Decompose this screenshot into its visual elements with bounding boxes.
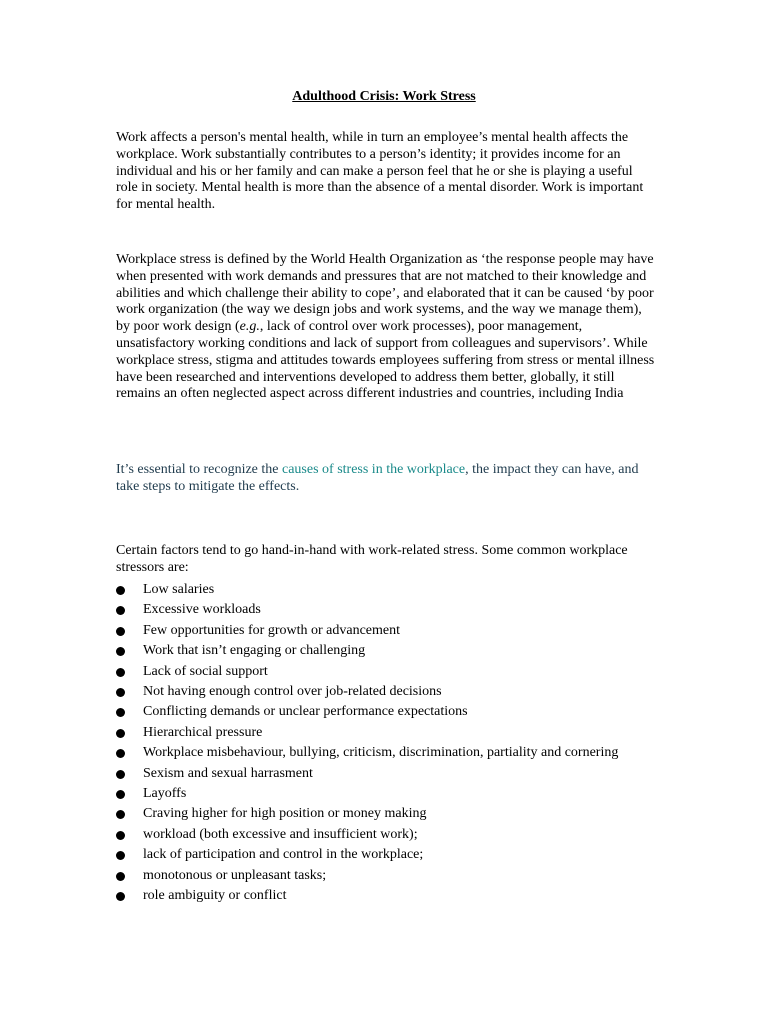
paragraph-workplace-stress-definition	[116, 252, 656, 403]
list-item-text: Hierarchical pressure	[143, 724, 263, 740]
list-item-text: Few opportunities for growth or advancement	[143, 622, 400, 638]
list-item-text: Not having enough control over job-related decisions	[143, 684, 442, 700]
bullet-icon	[116, 647, 125, 656]
stressors-list	[116, 580, 656, 907]
list-item-text: Layoffs	[143, 786, 187, 802]
list-item-text: Lack of social support	[143, 663, 268, 679]
list-item	[116, 866, 656, 886]
list-item-text: workload (both excessive and insufficient work);	[143, 826, 418, 842]
list-item	[116, 825, 656, 845]
paragraph-recognize-causes	[116, 462, 656, 496]
list-item-text: role ambiguity or conflict	[143, 888, 287, 904]
list-item-text: Low salaries	[143, 582, 215, 597]
paragraph-2-text-a: Workplace stress is defined by the World Health Organization as ‘the response people may have when presented with work demands and pressures that are not matched to their knowledge and abilities and which challenge their ability to cope’, and elaborated that it can be caused ‘by poor work organization (the way we design jobs and work systems, and the way we manage them), by poor work design (	[116, 252, 654, 335]
list-item	[116, 621, 656, 641]
list-item-text: Excessive workloads	[143, 602, 261, 618]
bullet-icon	[116, 668, 125, 677]
bullet-icon	[116, 749, 125, 758]
paragraph-2-text-b: , lack of control over work processes), poor management, unsatisfactory working conditions and lack of support from colleagues and supervisors’. While workplace stress, stigma and attitudes towards employees suffering from stress or mental illness have been researched and interventions developed to address them better, globally, it still remains an often neglected aspect across different industries and countries, including India	[116, 319, 655, 402]
list-item-text: Craving higher for high position or money making	[143, 806, 427, 822]
paragraph-2-italic: e.g.	[239, 319, 260, 335]
list-item-text: lack of participation and control in the workplace;	[143, 847, 424, 863]
bullet-icon	[116, 606, 125, 615]
list-item	[116, 662, 656, 682]
document-title: Adulthood Crisis: Work Stress	[292, 89, 476, 104]
list-item	[116, 743, 656, 763]
paragraph-stressors-intro: Certain factors tend to go hand-in-hand with work-related stress. Some common workplace stressors are:	[116, 543, 628, 575]
list-item	[116, 641, 656, 661]
bullet-icon	[116, 770, 125, 779]
list-item	[116, 764, 656, 784]
bullet-icon	[116, 851, 125, 860]
list-item	[116, 845, 656, 865]
list-item-text: Sexism and sexual harrasment	[143, 765, 313, 781]
bullet-icon	[116, 688, 125, 697]
bullet-icon	[116, 831, 125, 840]
paragraph-work-mental-health: Work affects a person's mental health, while in turn an employee’s mental health affects the workplace. Work substantially contributes to a person’s identity; it provides income for an individual and his or her family and can make a person feel that he or she is playing a useful role in society. Mental health is more than the absence of a mental disorder. Work is important for mental health.	[116, 130, 644, 213]
list-item	[116, 723, 656, 743]
bullet-icon	[116, 892, 125, 901]
bullet-icon	[116, 586, 125, 595]
list-item	[116, 702, 656, 722]
bullet-icon	[116, 729, 125, 738]
bullet-icon	[116, 790, 125, 799]
list-item	[116, 682, 656, 702]
list-item	[116, 804, 656, 824]
bullet-icon	[116, 810, 125, 819]
list-item	[116, 886, 656, 906]
list-item-text: Conflicting demands or unclear performance expectations	[143, 704, 468, 720]
paragraph-3-text-b: , the impact they can have, and take steps to mitigate the effects.	[116, 462, 639, 494]
list-item	[116, 784, 656, 804]
list-item-text: Workplace misbehaviour, bullying, criticism, discrimination, partiality and cornering	[143, 745, 619, 761]
bullet-icon	[116, 872, 125, 881]
paragraph-3-text-a: It’s essential to recognize the	[116, 462, 282, 477]
bullet-icon	[116, 708, 125, 717]
list-item	[116, 580, 656, 600]
list-item-text: monotonous or unpleasant tasks;	[143, 867, 327, 883]
list-item	[116, 600, 656, 620]
bullet-icon	[116, 627, 125, 636]
list-item-text: Work that isn’t engaging or challenging	[143, 643, 366, 659]
causes-of-stress-link[interactable]: causes of stress in the workplace	[282, 462, 466, 477]
